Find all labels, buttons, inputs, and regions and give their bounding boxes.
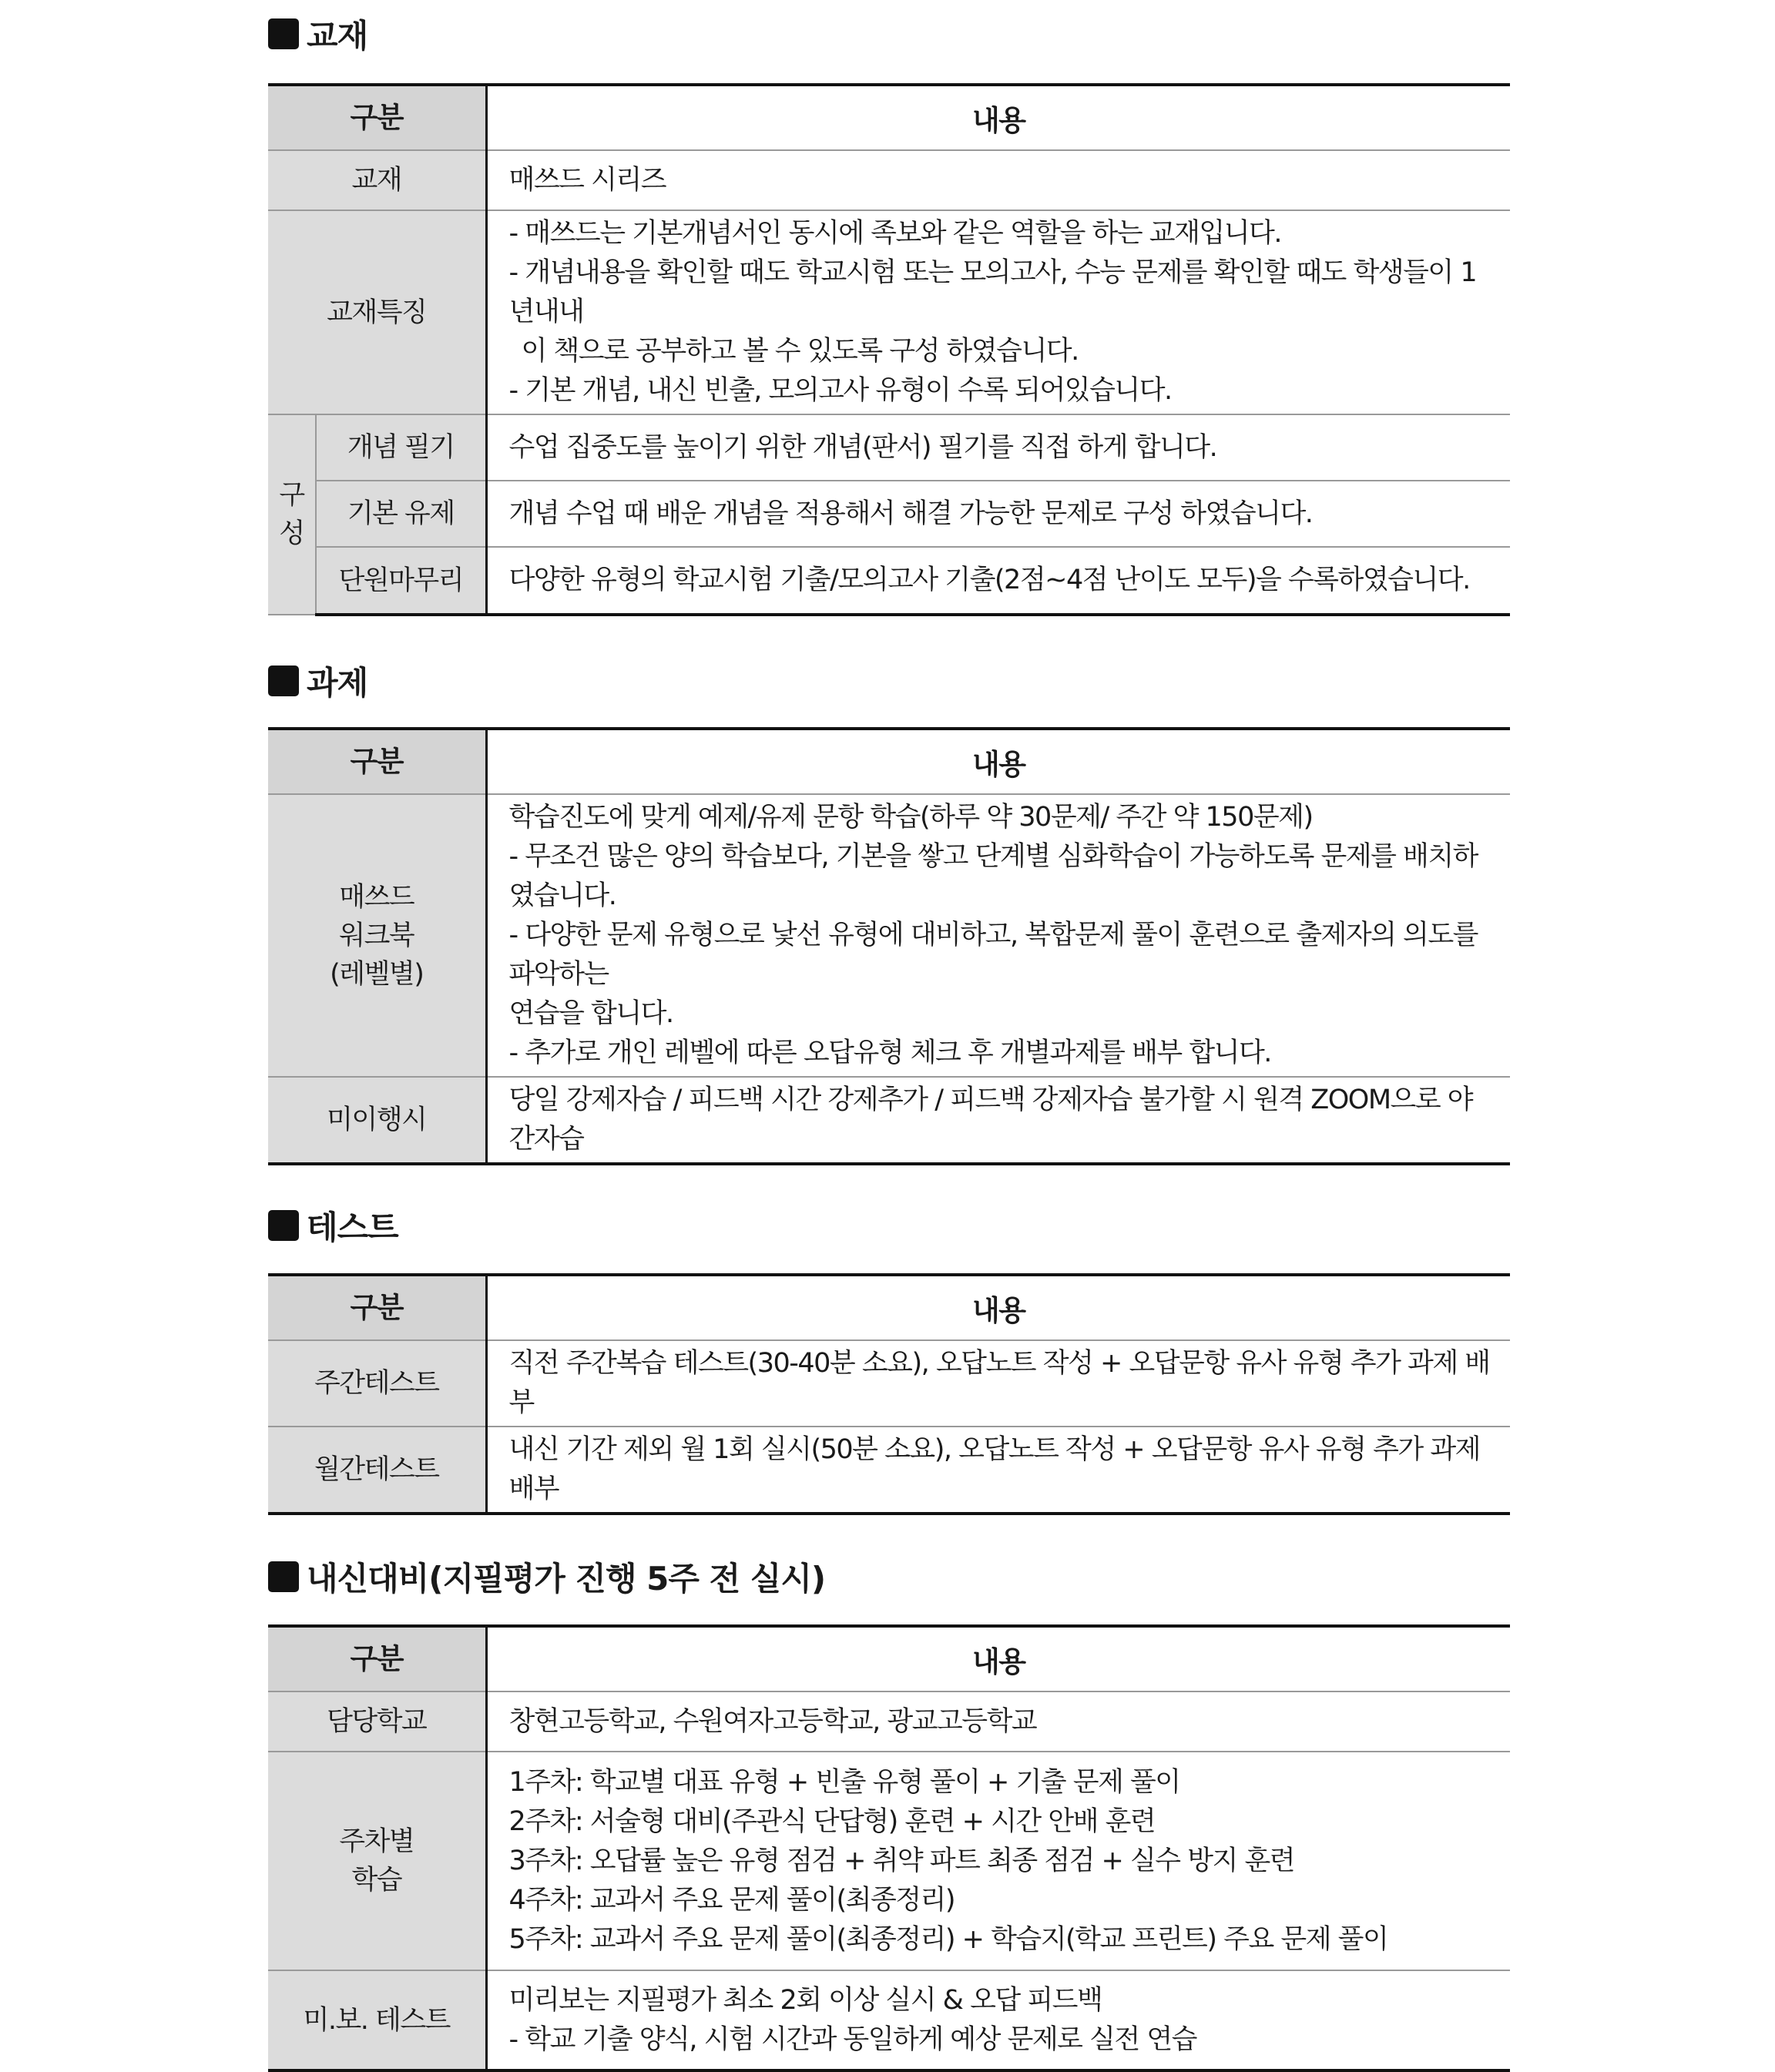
row-label-weekly-test: 주간테스트 — [268, 1340, 486, 1427]
document-page — [268, 0, 1510, 2072]
row-content-monthly-test: 내신 기간 제외 월 1회 실시(50분 소요), 오답노트 작성 + 오답문항 유사 유형 추가 과제 배부 — [486, 1427, 1510, 1514]
row-label-preview-test: 미.보. 테스트 — [268, 1970, 486, 2070]
table-row — [268, 414, 1510, 481]
test-table — [268, 1273, 1510, 1515]
header-category: 구분 — [268, 1626, 486, 1691]
section-title-exam-prep — [268, 1555, 1510, 1598]
row-content-features: - 매쓰드는 기본개념서인 동시에 족보와 같은 역할을 하는 교재입니다. - 개념내용을 확인할 때도 학교시험 또는 모의고사, 수능 문제를 확인할 때도 학생들이 1년내내 이 책으로 공부하고 볼 수 있도록 구성 하였습니다. - 기본 개념, 내신 빈출, 모의고사 유형이 수록 되어있습니다. — [486, 210, 1510, 414]
row-group-label-composition: 구 성 — [268, 414, 316, 615]
section-title-homework — [268, 659, 1510, 702]
row-label-concept-notes: 개념 필기 — [316, 414, 486, 481]
table-row — [268, 1691, 1510, 1752]
header-content: 내용 — [486, 85, 1510, 150]
row-content-unit-review: 다양한 유형의 학교시험 기출/모의고사 기출(2점~4점 난이도 모두)을 수록하였습니다. — [486, 547, 1510, 615]
section-title-text: 내신대비(지필평가 진행 5주 전 실시) — [307, 1560, 826, 1598]
row-label-schools: 담당학교 — [268, 1691, 486, 1752]
table-header-row — [268, 729, 1510, 794]
table-row — [268, 1340, 1510, 1427]
exam-prep-table — [268, 1624, 1510, 2072]
table-row — [268, 1752, 1510, 1970]
row-content-preview-test: 미리보는 지필평가 최소 2회 이상 실시 & 오답 피드백 - 학교 기출 양식, 시험 시간과 동일하게 예상 문제로 실전 연습 — [486, 1970, 1510, 2070]
header-content: 내용 — [486, 1626, 1510, 1691]
table-row — [268, 794, 1510, 1077]
table-row — [268, 1970, 1510, 2070]
section-title-test — [268, 1204, 1510, 1247]
table-header-row — [268, 1275, 1510, 1340]
section-title-text: 교재 — [307, 17, 368, 55]
row-content-weekly-test: 직전 주간복습 테스트(30-40분 소요), 오답노트 작성 + 오답문항 유사 유형 추가 과제 배부 — [486, 1340, 1510, 1427]
textbook-table — [268, 83, 1510, 616]
black-square-bullet-icon — [268, 18, 299, 49]
row-content-weekly-study: 1주차: 학교별 대표 유형 + 빈출 유형 풀이 + 기출 문제 풀이 2주차: 서술형 대비(주관식 단답형) 훈련 + 시간 안배 훈련 3주차: 오답률 높은 유형 점검 + 취약 파트 최종 점검 + 실수 방지 훈련 4주차: 교과서 주요 문제 풀이(최종정리) 5주차: 교과서 주요 문제 풀이(최종정리) + 학습지(학교 프린트) 주요 문제 풀이 — [486, 1752, 1510, 1970]
table-row — [268, 210, 1510, 414]
section-title-textbook — [268, 12, 1510, 55]
row-content-workbook: 학습진도에 맞게 예제/유제 문항 학습(하루 약 30문제/ 주간 약 150문제) - 무조건 많은 양의 학습보다, 기본을 쌓고 단계별 심화학습이 가능하도록 문제를 배치하였습니다. - 다양한 문제 유형으로 낯선 유형에 대비하고, 복합문제 풀이 훈련으로 출제자의 의도를 파악하는 연습을 합니다. - 추가로 개인 레벨에 따른 오답유형 체크 후 개별과제를 배부 합니다. — [486, 794, 1510, 1077]
table-row — [268, 481, 1510, 547]
table-row — [268, 547, 1510, 615]
homework-table — [268, 727, 1510, 1165]
table-row — [268, 150, 1510, 210]
section-title-text: 테스트 — [307, 1209, 398, 1246]
row-label-textbook: 교재 — [268, 150, 486, 210]
header-category: 구분 — [268, 85, 486, 150]
table-row — [268, 1077, 1510, 1164]
row-label-incomplete: 미이행시 — [268, 1077, 486, 1164]
header-content: 내용 — [486, 1275, 1510, 1340]
row-label-monthly-test: 월간테스트 — [268, 1427, 486, 1514]
header-category: 구분 — [268, 1275, 486, 1340]
black-square-bullet-icon — [268, 666, 299, 696]
black-square-bullet-icon — [268, 1210, 299, 1241]
header-category: 구분 — [268, 729, 486, 794]
table-header-row — [268, 85, 1510, 150]
row-content-incomplete: 당일 강제자습 / 피드백 시간 강제추가 / 피드백 강제자습 불가할 시 원격 ZOOM으로 야간자습 — [486, 1077, 1510, 1164]
row-content-schools: 창현고등학교, 수원여자고등학교, 광교고등학교 — [486, 1691, 1510, 1752]
row-label-basic-exercises: 기본 유제 — [316, 481, 486, 547]
row-content-textbook: 매쓰드 시리즈 — [486, 150, 1510, 210]
section-title-text: 과제 — [307, 664, 368, 702]
table-header-row — [268, 1626, 1510, 1691]
row-content-basic-exercises: 개념 수업 때 배운 개념을 적용해서 해결 가능한 문제로 구성 하였습니다. — [486, 481, 1510, 547]
row-label-features: 교재특징 — [268, 210, 486, 414]
row-label-workbook: 매쓰드 워크북 (레벨별) — [268, 794, 486, 1077]
table-row — [268, 1427, 1510, 1514]
row-content-concept-notes: 수업 집중도를 높이기 위한 개념(판서) 필기를 직접 하게 합니다. — [486, 414, 1510, 481]
header-content: 내용 — [486, 729, 1510, 794]
row-label-weekly-study: 주차별 학습 — [268, 1752, 486, 1970]
row-label-unit-review: 단원마무리 — [316, 547, 486, 615]
black-square-bullet-icon — [268, 1561, 299, 1592]
